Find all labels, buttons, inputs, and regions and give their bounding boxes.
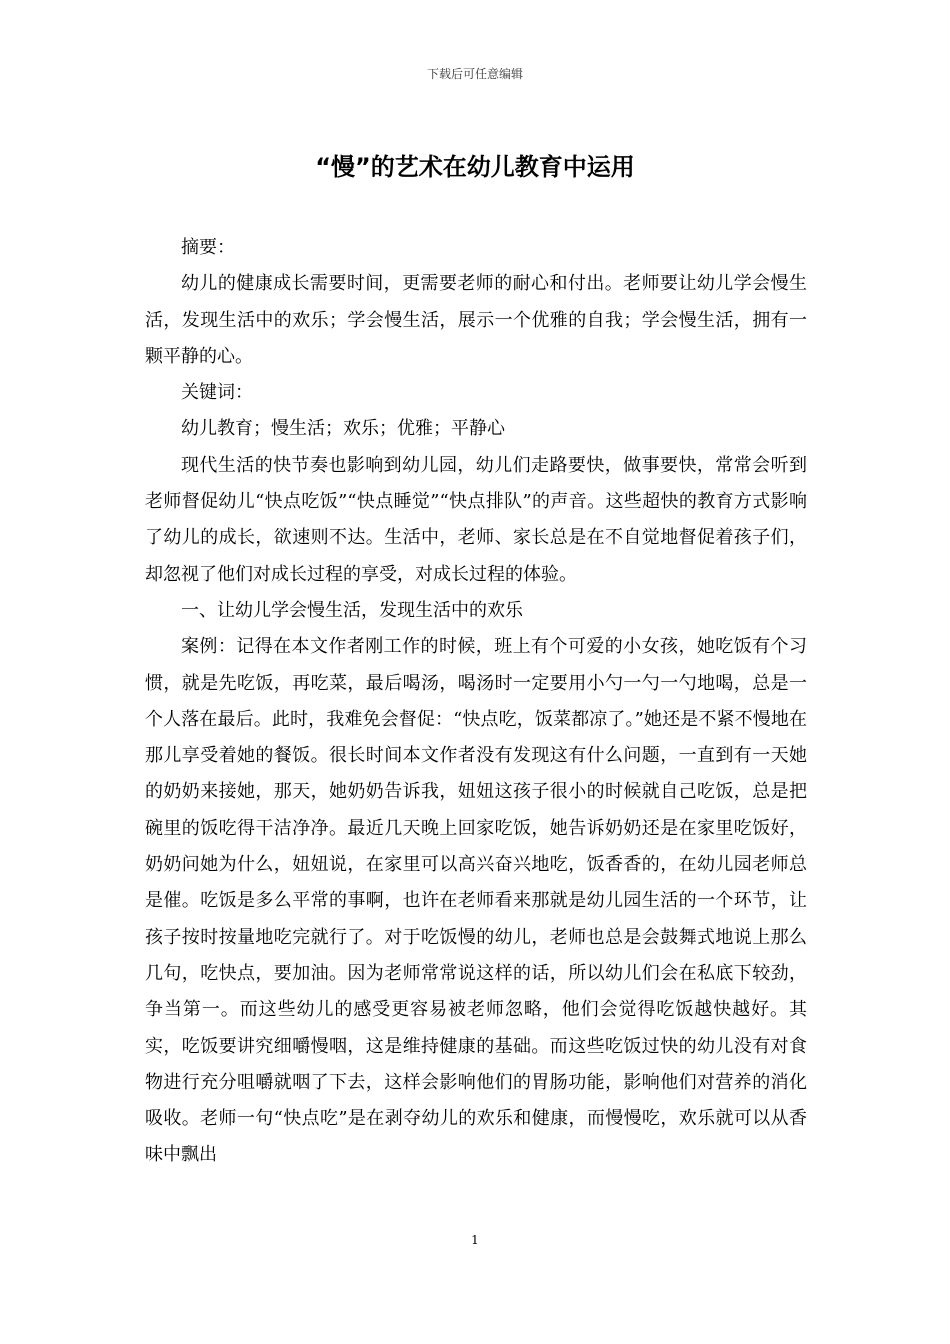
section-heading-1: 一、让幼儿学会慢生活，发现生活中的欢乐: [181, 599, 523, 621]
intro-paragraph: 现代生活的快节奏也影响到幼儿园，幼儿们走路要快，做事要快，常常会听到老师督促幼儿“快点吃饭”“快点睡觉”“快点排队”的声音。这些超快的教育方式影响了幼儿的成长，欲速则不达。生活中，老师、家长总是在不自觉地督促着孩子们，却忽视了他们对成长过程的享受，对成长过程的体验。: [145, 454, 807, 585]
abstract-paragraph: 幼儿的健康成长需要时间，更需要老师的耐心和付出。老师要让幼儿学会慢生活，发现生活中的欢乐；学会慢生活，展示一个优雅的自我；学会慢生活，拥有一颗平静的心。: [145, 273, 807, 367]
keywords-paragraph: 幼儿教育；慢生活；欢乐；优雅；平静心: [181, 418, 505, 440]
document-title: “慢”的艺术在幼儿教育中运用: [315, 153, 635, 181]
keywords-label: 关键词：: [181, 382, 253, 404]
page-header: 下载后可任意编辑: [426, 67, 523, 81]
document-body: [145, 230, 807, 1174]
abstract-label: 摘要：: [181, 237, 235, 258]
page-number: 1: [471, 1233, 479, 1247]
case-paragraph: 案例：记得在本文作者刚工作的时候，班上有个可爱的小女孩，她吃饭有个习惯，就是先吃饭，再吃菜，最后喝汤，喝汤时一定要用小勺一勺一勺地喝，总是一个人落在最后。此时，我难免会督促：“快点吃，饭菜都凉了。”她还是不紧不慢地在那儿享受着她的餐饭。很长时间本文作者没有发现这有什么问题，一直到有一天她的奶奶来接她，那天，她奶奶告诉我，妞妞这孩子很小的时候就自己吃饭，总是把碗里的饭吃得干洁净净。最近几天晚上回家吃饭，她告诉奶奶还是在家里吃饭好，奶奶问她为什么，妞妞说，在家里可以高兴奋兴地吃，饭香香的，在幼儿园老师总是催。吃饭是多么平常的事啊，也许在老师看来那就是幼儿园生活的一个环节，让孩子按时按量地吃完就行了。对于吃饭慢的幼儿，老师也总是会鼓舞式地说上那么几句，吃快点，要加油。因为老师常常说这样的话，所以幼儿们会在私底下较劲，争当第一。而这些幼儿的感受更容易被老师忽略，他们会觉得吃饭越快越好。其实，吃饭要讲究细嚼慢咽，这是维持健康的基础。而这些吃饭过快的幼儿没有对食物进行充分咀嚼就咽了下去，这样会影响他们的胃肠功能，影响他们对营养的消化吸收。老师一句“快点吃”是在剥夺幼儿的欢乐和健康，而慢慢吃，欢乐就可以从香味中飘出: [145, 636, 807, 1166]
